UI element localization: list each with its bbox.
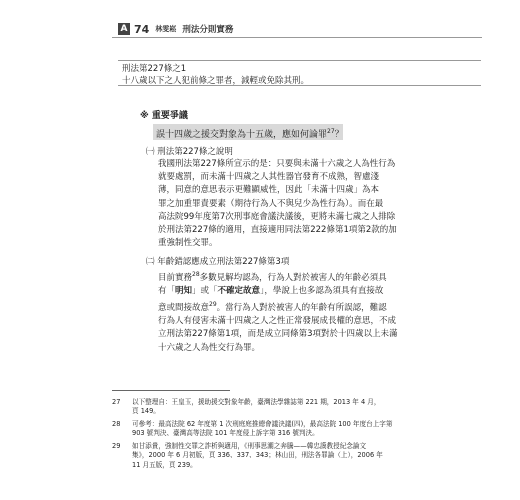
question-banner (153, 124, 343, 140)
book-title: 刑法分則實務 (182, 25, 234, 35)
paragraph-line: 意或間接故意$^{29}$。當行為人對於被害人的年齡有所誤認，難認 (158, 301, 387, 314)
footnote-line: 可參考：最高法院 62 年度第 1 次刑庭庭推總會議決議(四)，最高法院 100 年度台上字第 (132, 420, 393, 428)
footnote-line: 頁 149。 (132, 407, 160, 416)
paragraph-line: 有「明知」或「不確定故意」，學說上也多認為須具有直接故 (158, 286, 384, 297)
footnote-line: 11 月五版，頁 239。 (132, 460, 197, 469)
paragraph-line: 行為人有侵害未滿十四歲之人之性正常發展成長權的意思，不成 (158, 316, 397, 327)
subheading-2: ㈡ 年齡錯認應成立刑法第227條第3項 (146, 257, 290, 267)
footnote-28 (112, 420, 492, 439)
footnote-line: 如甘添貴，強制性交罪之詐析與適用，《刑事思潮之奔騰——韓忠謨教授紀念論文 (132, 442, 367, 450)
bold-term-knowing: 明知 (175, 286, 193, 297)
paragraph-1 (158, 158, 488, 250)
question-suffix: ？ (334, 130, 344, 140)
header-divider (112, 37, 482, 38)
footnote-number: 29 (112, 442, 121, 450)
footnote-ref-27: 27 (327, 128, 335, 135)
footnote-27 (112, 398, 492, 417)
footnote-line: 903 號判決、臺灣高等法院 101 年度侵上訴字第 316 號判決。 (132, 429, 319, 438)
footnote-number: 28 (112, 420, 121, 428)
paragraph-line: 高法院99年度第7次刑事庭會議決議後，更將未滿七歲之人排除 (158, 211, 396, 222)
statute-text: 十八歲以下之人犯前條之罪者，減輕或免除其刑。 (122, 76, 310, 86)
footnote-number: 27 (112, 398, 121, 406)
statute-article: 刑法第227條之1 (122, 64, 187, 74)
paragraph-line: 立刑法第227條第1項，而是成立同條第3項對於十四歲以上未滿 (158, 329, 398, 340)
footnote-ref-29: 29 (209, 301, 217, 309)
subheading-1: ㈠ 刑法第227條之說明 (146, 147, 233, 157)
question-text: 誤十四歲之援交對象為十五歲，應如何論罪 (156, 130, 328, 140)
paragraph-line: 薄，同意的意思表示更難顯威性，因此「未滿十四歲」為本 (158, 185, 380, 196)
paragraph-line: 我國刑法第227條所宣示的是：只要與未滿十六歲之人為性行為 (158, 159, 396, 169)
section-title: ※ 重要爭議 (140, 111, 188, 121)
paragraph-line: 罪之加重罪責要素（期待行為人不與兒少為性行為）。而在最 (158, 198, 384, 209)
footnote-divider (112, 390, 230, 391)
paragraph-2 (158, 268, 488, 355)
section-tag: A (118, 23, 130, 35)
statute-box (118, 60, 481, 86)
footnote-ref-28: 28 (192, 271, 200, 278)
paragraph-line: 重強制性交罪。 (158, 238, 218, 249)
paragraph-line: 十六歲之人為性交行為罪。 (158, 342, 261, 353)
footnote-29 (112, 442, 492, 470)
paragraph-line: 於刑法第227條的適用，直接適用同法第222條第1項第2款的加 (158, 225, 397, 236)
footnote-line: 以下整理自：王皇玉，援助援交對象年齡，臺灣法學雜誌第 221 期，2013 年 4 月， (132, 398, 381, 406)
bold-term-dolus-eventualis: 不確定故意 (217, 286, 261, 297)
author-name: 林雯崧 (155, 25, 177, 33)
page-number: 74 (134, 22, 150, 36)
paragraph-line: 就要處罰，而未滿十四歲之人其性器官發育不成熟，智慮淺 (158, 172, 380, 183)
paragraph-line: 目前實務$^{28}$多數見解均認為，行為人對於被害人的年齡必須具 (158, 271, 387, 283)
page-header (118, 22, 233, 36)
footnote-line: 集》，2000 年 6 月初版，頁 336、337、343；林山田，刑法各罪論（上），2006 年 (132, 451, 383, 460)
